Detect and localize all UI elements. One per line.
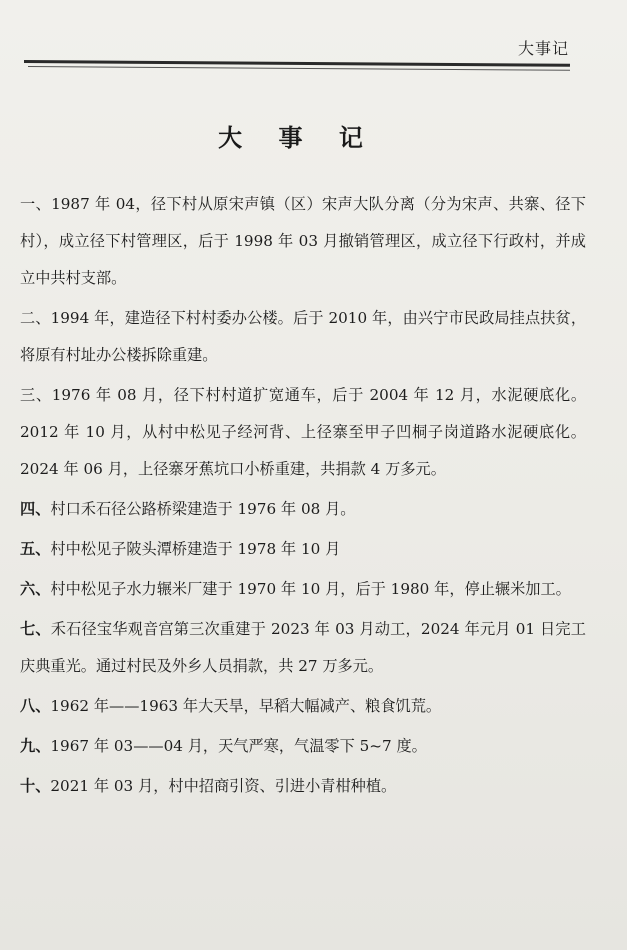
entry-text: 1976 年 08 月，径下村村道扩宽通车，后于 2004 年 12 月，水泥硬底化。2012 年 10 月，从村中松见子经河背、上径寨至甲子凹桐子岗道路水泥硬底化。2024 年 06 月，上径寨牙蕉坑口小桥重建，共捐款 4 万多元。	[20, 386, 587, 478]
entry-5	[20, 531, 586, 568]
entry-text: 1967 年 03——04 月，天气严寒，气温零下 5~7 度。	[50, 737, 427, 755]
entry-7	[20, 611, 586, 685]
entry-number: 二、	[20, 309, 51, 327]
entry-2	[20, 300, 586, 374]
entry-1	[20, 186, 586, 297]
header-rule-thin	[28, 66, 570, 71]
entry-number: 一、	[20, 195, 52, 213]
entry-text: 1987 年 04，径下村从原宋声镇（区）宋声大队分离（分为宋声、共寨、径下村），成立径下村管理区，后于 1998 年 03 月撤销管理区，成立径下行政村，并成立中共村支部。	[20, 195, 586, 287]
entry-text: 村口禾石径公路桥梁建造于 1976 年 08 月。	[50, 500, 356, 518]
page-title: 大 事 记	[218, 123, 377, 152]
entry-6	[20, 571, 586, 608]
entry-number: 六、	[20, 580, 51, 598]
entry-text: 1994 年，建造径下村村委办公楼。后于 2010 年，由兴宁市民政局挂点扶贫，将原有村址办公楼拆除重建。	[20, 309, 587, 364]
entry-number: 五、	[20, 540, 51, 558]
entry-number: 八、	[20, 697, 51, 715]
entry-number: 七、	[20, 620, 51, 638]
entry-9	[20, 728, 586, 765]
entry-8	[20, 688, 586, 725]
entry-list	[20, 186, 586, 808]
entry-3	[20, 377, 586, 488]
entry-text: 村中松见子陂头潭桥建造于 1978 年 10 月	[50, 540, 341, 558]
entry-4	[20, 491, 586, 528]
entry-text: 村中松见子水力辗米厂建于 1970 年 10 月，后于 1980 年，停止辗米加工。	[50, 580, 571, 598]
entry-number: 三、	[20, 386, 52, 404]
entry-number: 四、	[20, 500, 51, 518]
entry-number: 九、	[20, 737, 51, 755]
running-head: 大事记	[517, 39, 569, 58]
entry-text: 1962 年——1963 年大天旱，早稻大幅减产、粮食饥荒。	[50, 697, 442, 715]
entry-10	[20, 768, 586, 805]
entry-text: 2021 年 03 月，村中招商引资、引进小青柑种植。	[50, 777, 397, 795]
entry-number: 十、	[20, 777, 51, 795]
entry-text: 禾石径宝华观音宫第三次重建于 2023 年 03 月动工，2024 年元月 01 日完工庆典重光。通过村民及外乡人员捐款，共 27 万多元。	[20, 620, 586, 675]
